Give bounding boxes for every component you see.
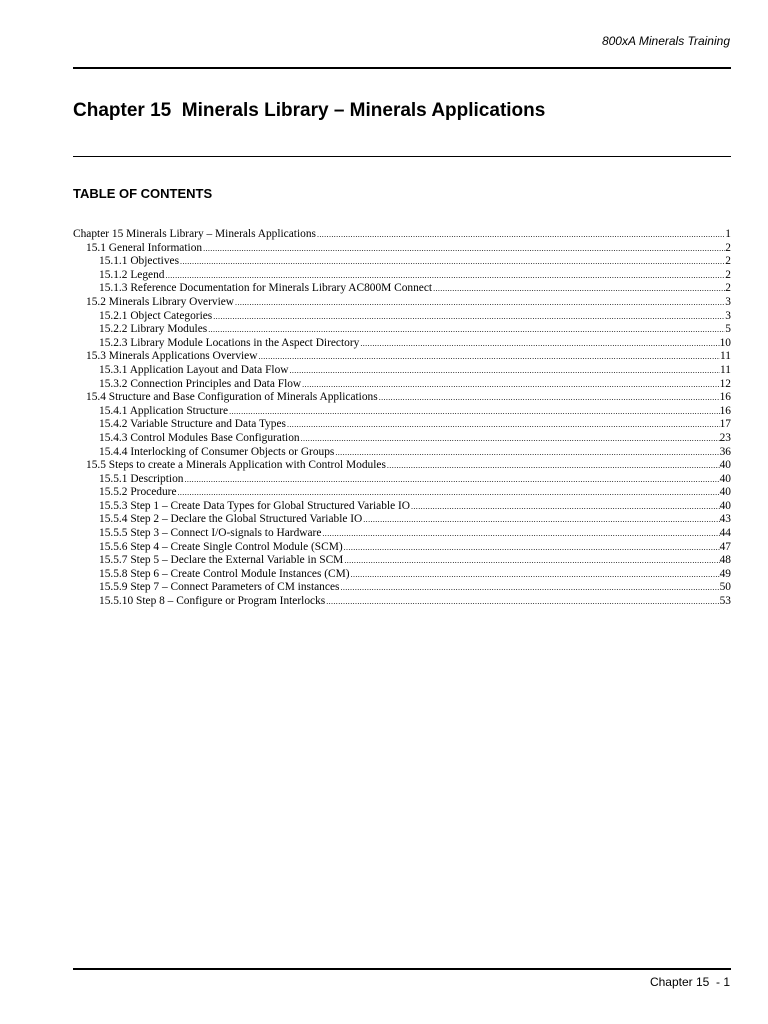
- toc-entry-title: 15.1.1 Objectives: [99, 255, 180, 268]
- dot-leader: [228, 405, 720, 419]
- toc-entry-page: 1: [725, 228, 731, 240]
- toc-entry[interactable]: [73, 595, 731, 609]
- dot-leader: [343, 541, 720, 555]
- toc-entry[interactable]: [73, 405, 731, 419]
- toc-entry[interactable]: [73, 418, 731, 432]
- dot-leader: [257, 350, 720, 364]
- toc-entry-page: 2: [725, 268, 731, 281]
- toc-entry[interactable]: [73, 486, 731, 500]
- toc-entry-title: 15.2.2 Library Modules: [99, 323, 208, 336]
- toc-entry-page: 2: [725, 241, 731, 254]
- dot-leader: [321, 527, 719, 541]
- toc-entry-title: 15.3.1 Application Layout and Data Flow: [99, 363, 289, 376]
- toc-entry-title: 15.5.4 Step 2 – Declare the Global Structured Variable IO: [99, 513, 363, 526]
- toc-entry-title: 15.3.2 Connection Principles and Data Flow: [99, 377, 302, 390]
- toc-entry[interactable]: [73, 378, 731, 392]
- toc-entry-page: 5: [725, 323, 731, 336]
- toc-entry[interactable]: [73, 554, 731, 568]
- dot-leader: [301, 378, 719, 392]
- page-number: Chapter 15 - 1: [649, 975, 730, 989]
- toc-entry[interactable]: [73, 500, 731, 514]
- toc-entry-title: 15.5.3 Step 1 – Create Data Types for Global Structured Variable IO: [99, 499, 410, 512]
- toc-entry-page: 40: [719, 499, 731, 512]
- toc-entry-page: 49: [719, 567, 731, 580]
- dot-leader: [289, 364, 721, 378]
- toc-entry-title: 15.2 Minerals Library Overview: [86, 295, 235, 308]
- toc-entry-title: 15.4.1 Application Structure: [99, 404, 229, 417]
- toc-entry-page: 44: [719, 527, 731, 540]
- toc-entry[interactable]: [73, 296, 731, 310]
- dot-leader: [164, 269, 725, 283]
- toc-entry[interactable]: [73, 350, 731, 364]
- table-of-contents: [73, 228, 731, 609]
- toc-entry[interactable]: [73, 310, 731, 324]
- toc-entry-title: 15.2.3 Library Module Locations in the Aspect Directory: [99, 336, 360, 349]
- dot-leader: [325, 595, 719, 609]
- toc-entry-page: 11: [720, 363, 731, 376]
- dot-leader: [316, 228, 725, 242]
- running-header: 800xA Minerals Training: [601, 34, 730, 48]
- toc-entry[interactable]: [73, 255, 731, 269]
- toc-entry[interactable]: [73, 391, 731, 405]
- toc-entry-page: 23: [719, 431, 731, 444]
- toc-entry[interactable]: [73, 527, 731, 541]
- toc-entry-page: 17: [719, 418, 731, 431]
- toc-entry[interactable]: [73, 269, 731, 283]
- toc-entry-page: 40: [719, 472, 731, 485]
- toc-entry[interactable]: [73, 568, 731, 582]
- toc-entry-page: 50: [719, 581, 731, 594]
- toc-entry[interactable]: [73, 432, 731, 446]
- toc-entry[interactable]: [73, 323, 731, 337]
- toc-entry-page: 16: [719, 404, 731, 417]
- toc-entry[interactable]: [73, 581, 731, 595]
- toc-entry-page: 47: [719, 540, 731, 553]
- toc-entry-page: 3: [725, 295, 731, 308]
- dot-leader: [183, 473, 719, 487]
- toc-entry-title: 15.5.6 Step 4 – Create Single Control Module (SCM): [99, 540, 343, 553]
- toc-entry-title: 15.5.1 Description: [99, 472, 184, 485]
- toc-entry-title: 15.1.3 Reference Documentation for Minerals Library AC800M Connect: [99, 282, 433, 295]
- dot-leader: [386, 459, 720, 473]
- toc-entry-title: 15.4.3 Control Modules Base Configuration: [99, 431, 300, 444]
- toc-entry-page: 2: [725, 282, 731, 295]
- dot-leader: [179, 255, 725, 269]
- toc-entry-title: 15.5.8 Step 6 – Create Control Module Instances (CM): [99, 567, 350, 580]
- toc-entry-title: 15.4 Structure and Base Configuration of Minerals Applications: [86, 391, 378, 404]
- dot-leader: [177, 486, 720, 500]
- toc-entry-page: 16: [719, 391, 731, 404]
- dot-leader: [286, 418, 720, 432]
- toc-entry-page: 10: [719, 336, 731, 349]
- dot-leader: [334, 446, 719, 460]
- toc-entry[interactable]: [73, 541, 731, 555]
- dot-leader: [212, 310, 725, 324]
- toc-entry[interactable]: [73, 337, 731, 351]
- toc-entry-page: 36: [719, 445, 731, 458]
- toc-entry-page: 40: [719, 486, 731, 499]
- footer-divider: [73, 968, 731, 970]
- toc-entry-title: 15.1.2 Legend: [99, 268, 165, 281]
- toc-entry[interactable]: [73, 364, 731, 378]
- toc-entry-page: 43: [719, 513, 731, 526]
- toc-entry-title: 15.2.1 Object Categories: [99, 309, 213, 322]
- dot-leader: [432, 282, 725, 296]
- toc-entry[interactable]: [73, 446, 731, 460]
- toc-entry-page: 48: [719, 554, 731, 567]
- toc-entry[interactable]: [73, 282, 731, 296]
- dot-leader: [343, 554, 719, 568]
- toc-entry-title: 15.4.2 Variable Structure and Data Types: [99, 418, 286, 431]
- dot-leader: [207, 323, 725, 337]
- toc-entry-title: Chapter 15 Minerals Library – Minerals Applications: [73, 228, 316, 240]
- toc-entry-title: 15.5.7 Step 5 – Declare the External Variable in SCM: [99, 554, 344, 567]
- toc-entry-title: 15.1 General Information: [86, 241, 203, 254]
- toc-entry[interactable]: [73, 473, 731, 487]
- toc-entry[interactable]: [73, 513, 731, 527]
- toc-entry[interactable]: [73, 242, 731, 256]
- toc-heading: TABLE OF CONTENTS: [73, 186, 213, 201]
- toc-entry-title: 15.5.5 Step 3 – Connect I/O-signals to Hardware: [99, 527, 322, 540]
- dot-leader: [339, 581, 719, 595]
- toc-entry-page: 40: [719, 459, 731, 472]
- dot-leader: [202, 242, 725, 256]
- toc-entry-page: 11: [720, 350, 731, 363]
- toc-entry[interactable]: [73, 459, 731, 473]
- toc-entry-page: 12: [719, 377, 731, 390]
- dot-leader: [350, 568, 720, 582]
- toc-entry-title: 15.5 Steps to create a Minerals Application with Control Modules: [86, 459, 386, 472]
- toc-entry-page: 53: [719, 595, 731, 608]
- toc-entry-title: 15.4.4 Interlocking of Consumer Objects or Groups: [99, 445, 335, 458]
- dot-leader: [378, 391, 720, 405]
- dot-leader: [300, 432, 720, 446]
- toc-entry-title: 15.5.9 Step 7 – Connect Parameters of CM instances: [99, 581, 340, 594]
- toc-entry-title: 15.3 Minerals Applications Overview: [86, 350, 258, 363]
- toc-entry[interactable]: [73, 228, 731, 242]
- dot-leader: [234, 296, 725, 310]
- dot-leader: [410, 500, 720, 514]
- toc-entry-page: 3: [725, 309, 731, 322]
- dot-leader: [359, 337, 719, 351]
- dot-leader: [362, 513, 719, 527]
- toc-entry-page: 2: [725, 255, 731, 268]
- toc-entry-title: 15.5.2 Procedure: [99, 486, 177, 499]
- toc-entry-title: 15.5.10 Step 8 – Configure or Program Interlocks: [99, 595, 326, 608]
- chapter-title: Chapter 15 Minerals Library – Minerals Applications: [73, 100, 546, 121]
- header-divider: [73, 67, 731, 69]
- title-divider: [73, 156, 731, 157]
